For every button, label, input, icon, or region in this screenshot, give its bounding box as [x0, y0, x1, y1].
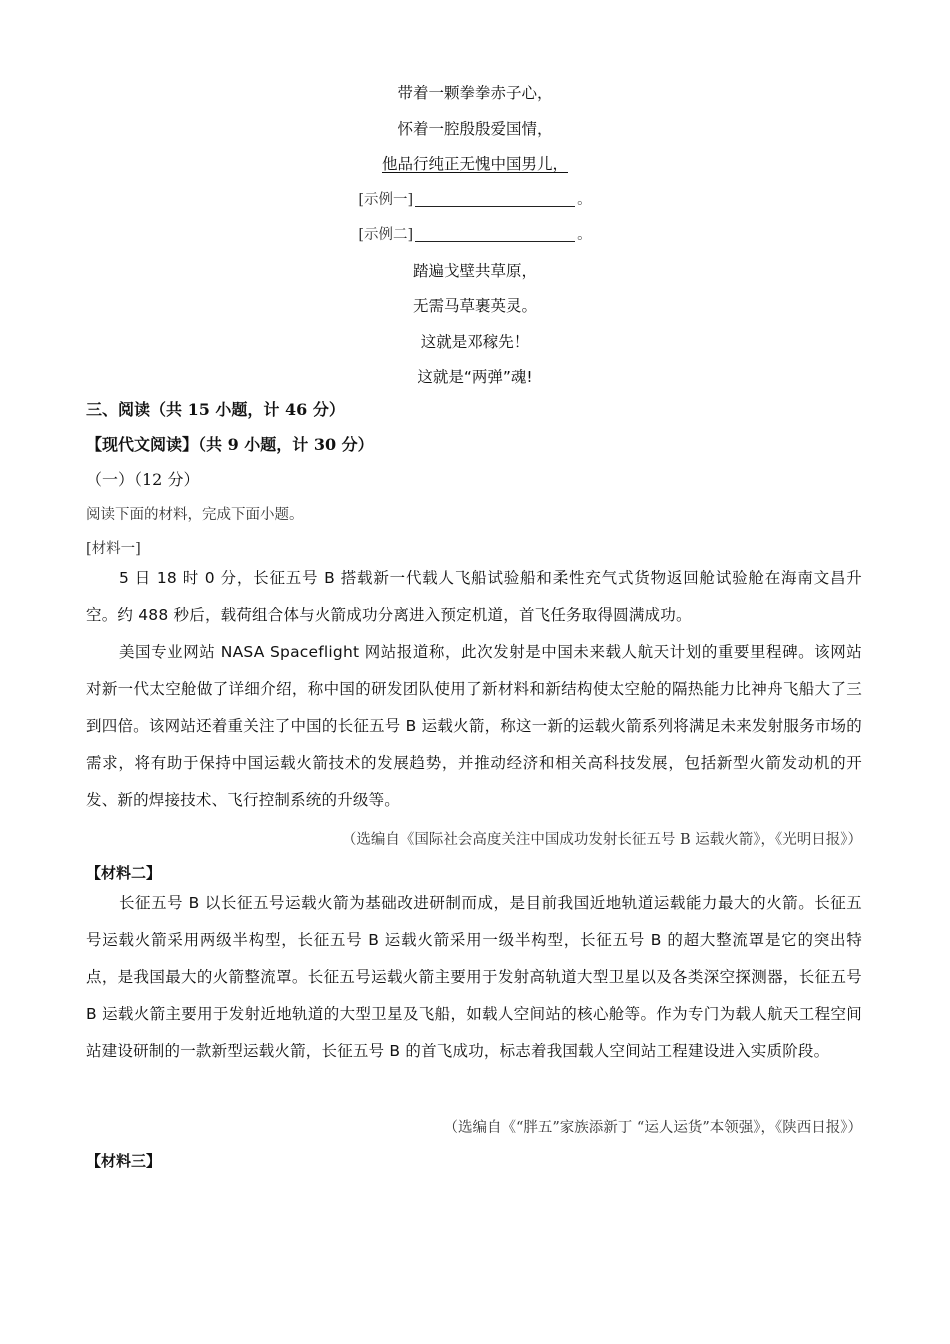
- material-two-paragraph: 长征五号 B 以长征五号运载火箭为基础改进研制而成，是目前我国近地轨道运载能力最大的火箭。长征五号运载火箭采用两级半构型，长征五号 B 运载火箭采用一级半构型，长征五号 B 的超大整流罩是它的突出特点，是我国最大的火箭整流罩。长征五号运载火箭主要用于发射高轨道大型卫星以及各类深空探测器，长征五号 B 运载火箭主要用于发射近地轨道的大型卫星及飞船，如载人空间站的核心舱等。作为专门为载人航天工程空间站建设研制的一款新型运载火箭，长征五号 B 的首飞成功，标志着我国载人空间站工程建设进入实质阶段。: [86, 894, 862, 1060]
- example-one-label: [示例一]: [358, 191, 414, 208]
- material-one-paragraph: 5 日 18 时 0 分，长征五号 B 搭载新一代载人飞船试验船和柔性充气式货物返回舱试验舱在海南文昌升空。约 488 秒后，载荷组合体与火箭成功分离进入预定机道，首飞任务取得圆满成功。: [86, 569, 862, 624]
- section-title: 三、阅读（共 15 小题，计 46 分）: [86, 400, 345, 419]
- example-two-line: [0, 218, 950, 254]
- material-two-source: （选编自《“胖五”家族添新丁 “运人运货”本领强》，《陕西日报》）: [443, 1120, 862, 1136]
- poem-line: 这就是“两弹”魂!: [417, 368, 533, 386]
- poem-underlined-text: 他品行纯正无愧中国男儿，: [381, 155, 568, 173]
- poem-line: 无需马草裹英灵。: [412, 297, 537, 315]
- material-two-label: 【材料二】: [86, 864, 162, 882]
- material-one-source: （选编自《国际社会高度关注中国成功发射长征五号 B 运载火箭》，《光明日报》）: [341, 832, 862, 848]
- material-one-paragraph: 美国专业网站 NASA Spaceflight 网站报道称，此次发射是中国未来载人航天计划的重要里程碑。该网站对新一代太空舱做了详细介绍，称中国的研发团队使用了新材料和新结构使太空舱的隔热能力比神舟飞船大了三到四倍。该网站还着重关注了中国的长征五号 B 运载火箭，称这一新的运载火箭系列将满足未来发射服务市场的需求，将有助于保持中国运载火箭技术的发展趋势，并推动经济和相关高科技发展，包括新型火箭发动机的开发、新的焊接技术、飞行控制系统的升级等。: [86, 643, 862, 809]
- material-two-body: [86, 885, 862, 1070]
- section-part: （一）（12 分）: [86, 470, 200, 489]
- poem-line: 带着一颗拳拳赤子心，: [397, 84, 553, 102]
- material-three-label: 【材料三】: [86, 1152, 162, 1170]
- poem-line: 这就是邓稼先！: [420, 332, 530, 351]
- poem-block: [0, 76, 950, 396]
- example-two-blank[interactable]: [415, 223, 575, 242]
- example-two-label: [示例二]: [358, 227, 414, 243]
- poem-line: 踏遍戈壁共草原，: [412, 261, 537, 280]
- example-one-line: [0, 183, 950, 219]
- section-subtitle: 【现代文阅读】（共 9 小题，计 30 分）: [86, 435, 374, 454]
- section-instruction: 阅读下面的材料，完成下面小题。: [86, 507, 304, 523]
- material-one-label: [材料一]: [86, 541, 141, 557]
- example-two-end: 。: [577, 227, 592, 243]
- poem-line-underlined: [0, 147, 950, 183]
- poem-line: 怀着一腔殷殷爱国情，: [397, 119, 553, 138]
- example-one-end: 。: [577, 191, 592, 208]
- material-one-body: [86, 560, 862, 819]
- example-one-blank[interactable]: [415, 188, 575, 207]
